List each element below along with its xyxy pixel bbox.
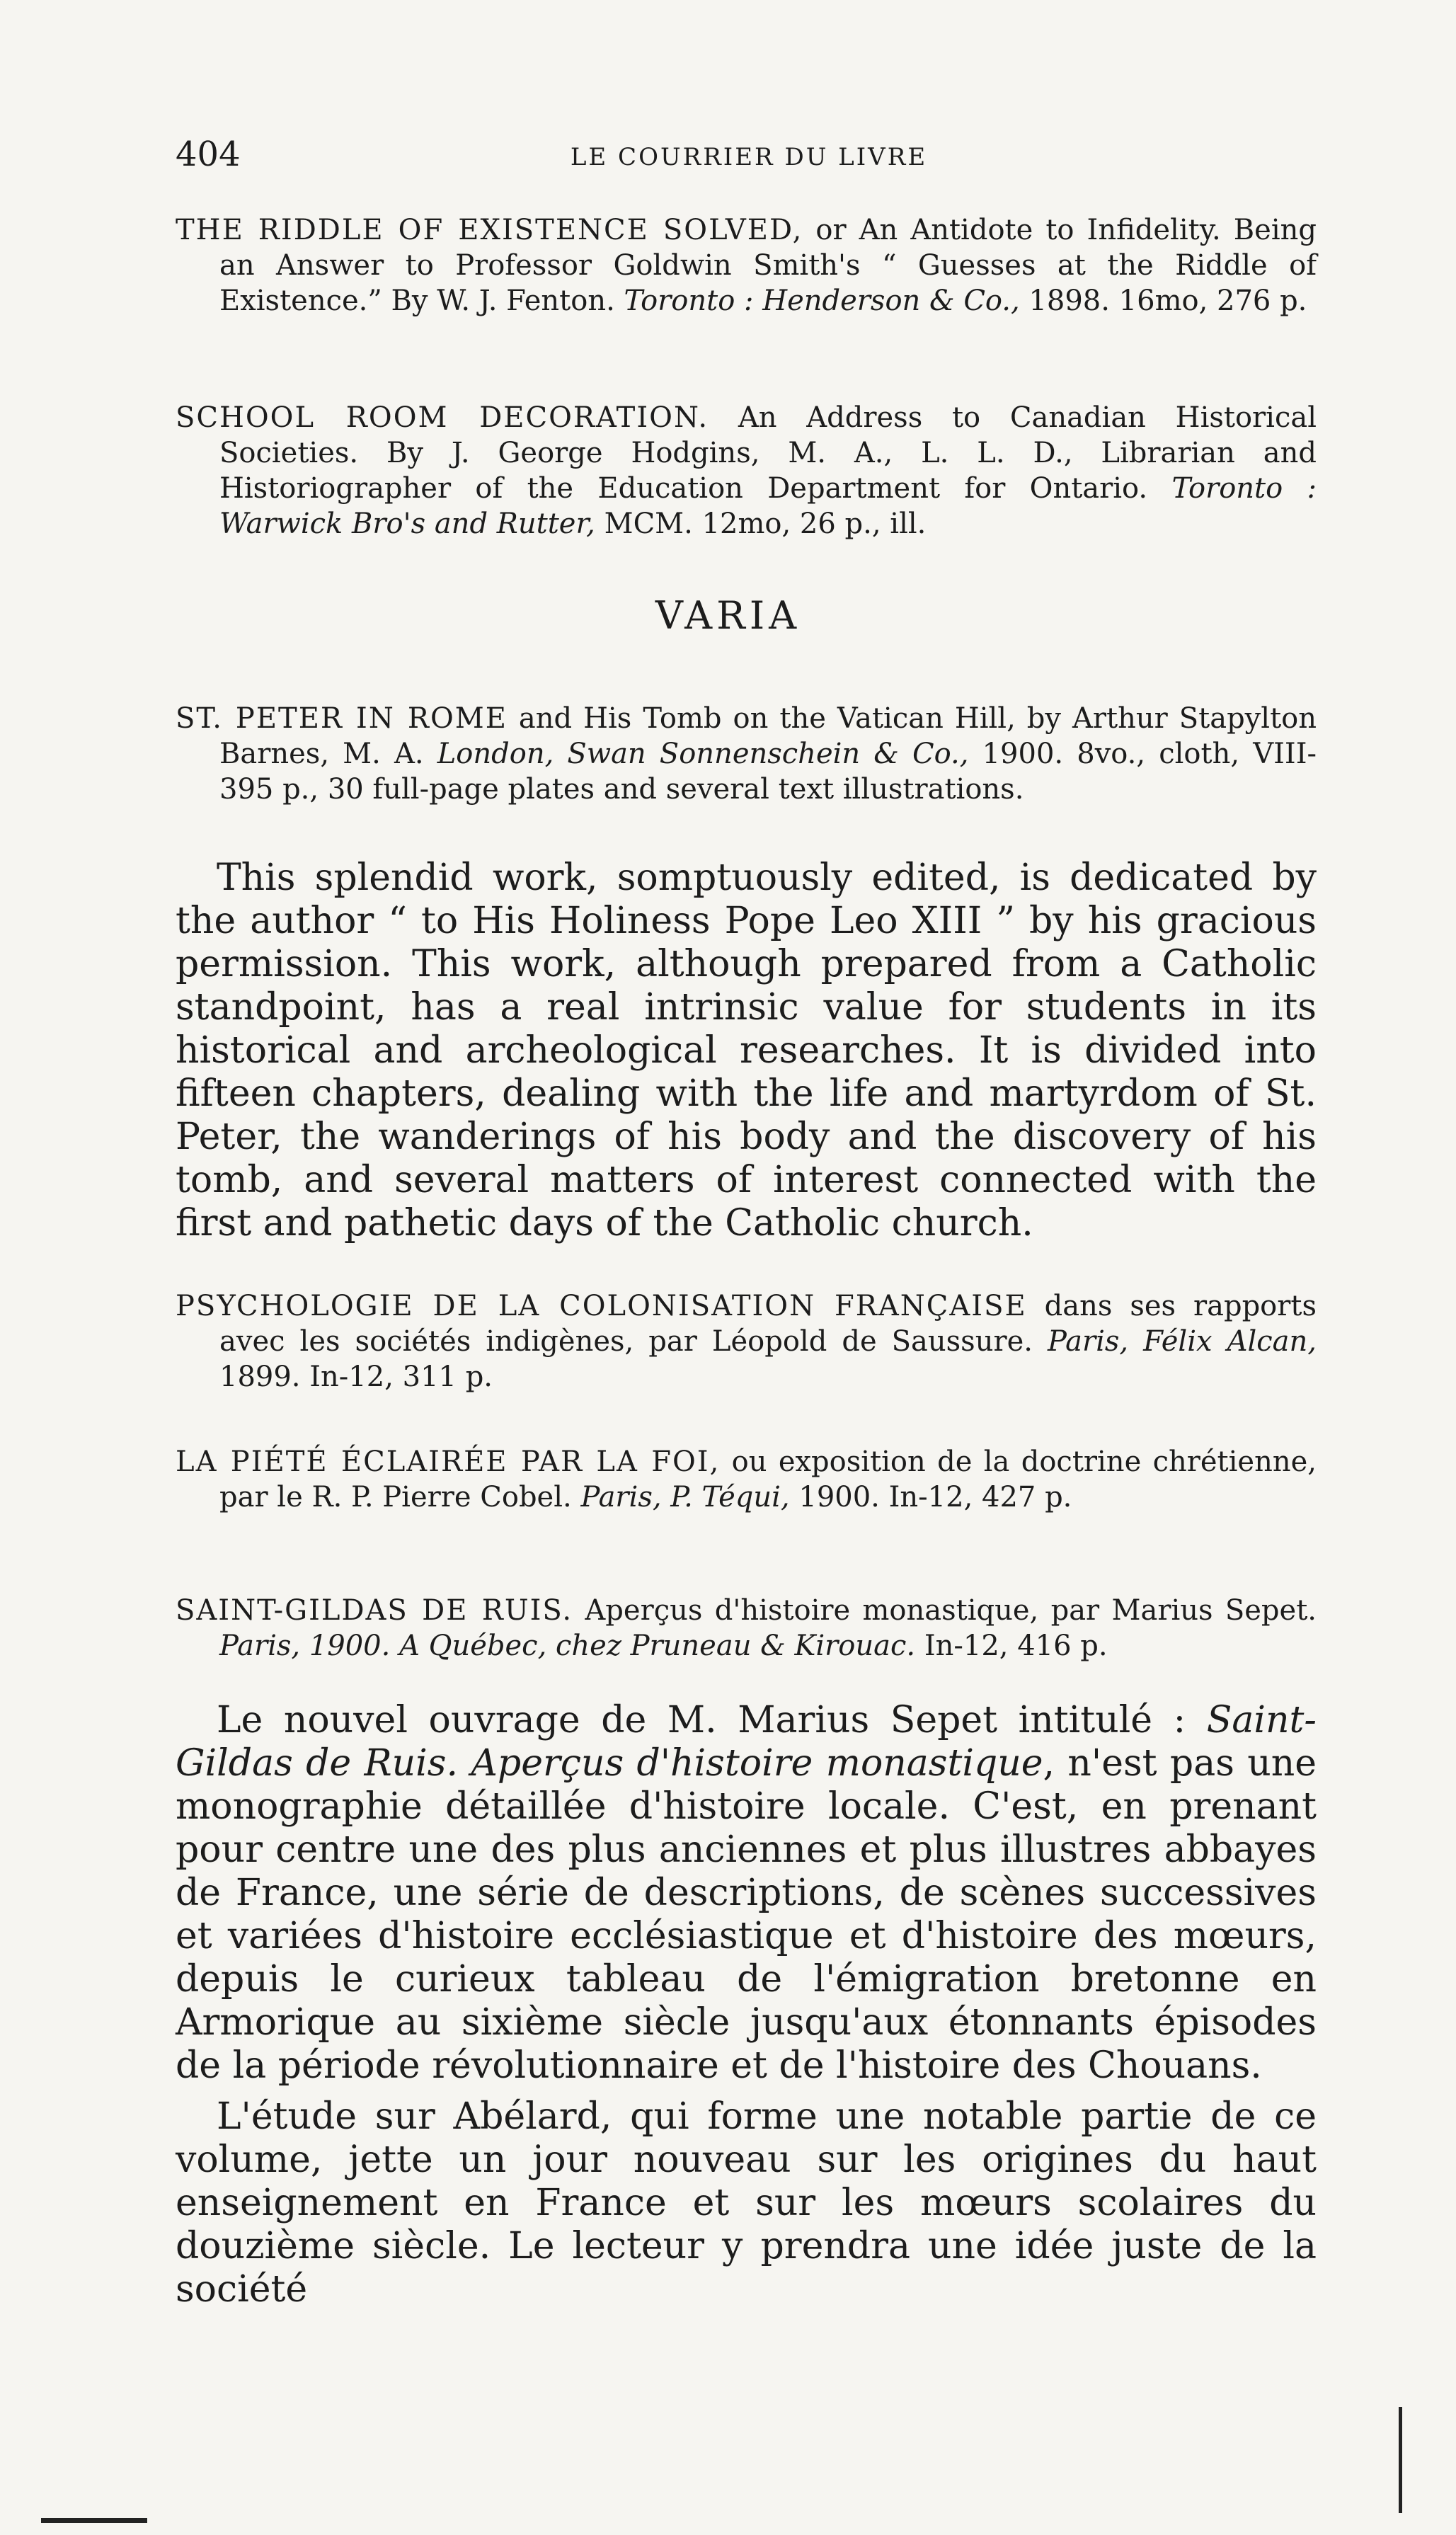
entry-title: ST. PETER IN ROME [176,702,508,735]
running-title: LE COURRIER DU LIVRE [570,143,928,171]
paragraph-text: This splendid work, somptuously edited, is dedicated by the author “ to His Holiness Pope Leo XIII ” by his gracious permission. This work, although prepared from a Catholic standpoint, has a real intrinsic value for students in its historical and archeological researches. It is divided into fifteen chapters, dealing with the life and martyrdom of St. Peter, the wanderings of his body and the discovery of his tomb, and several matters of interest connected with the first and pathetic days of the Catholic church. [176,857,1317,1244]
paragraph-text: Le nouvel ouvrage de M. Marius Sepet intitulé : [217,1699,1207,1741]
entry-text: and His Tomb on the Vatican Hill, by Arthur Stapylton Barnes, M. A. [219,702,1317,770]
bibliographic-entry-school-room [176,400,1317,542]
page-number: 404 [176,135,241,174]
entry-text: Aperçus d'histoire monastique, par Marius Sepet. [573,1594,1317,1627]
entry-text: ou exposition de la doctrine chrétienne, par le R. P. Pierre Cobel. [219,1446,1317,1513]
entry-details: 1899. In-12, 311 p. [219,1361,493,1393]
page-header [176,135,1322,184]
entry-details: In-12, 416 p. [915,1630,1108,1662]
entry-publisher: London, Swan Sonnenschein & Co., [437,738,969,770]
bibliographic-entry-piete [176,1444,1317,1515]
entry-text: dans ses rapports avec les sociétés indigènes, par Léopold de Saussure. [219,1290,1317,1358]
scan-edge-mark [41,2518,147,2523]
bibliographic-entry-saint-gildas [176,1593,1317,1664]
book-title: Saint-Gildas de Ruis. Aperçus d'histoire monastique [176,1699,1317,1785]
entry-details: 1898. 16mo, 276 p. [1019,285,1307,317]
section-heading-varia: VARIA [655,593,801,638]
review-paragraph-saint-gildas [176,1699,1317,2088]
entry-text: or An Antidote to Infidelity. Being an Answer to Professor Goldwin Smith's “ Guesses at the Riddle of Existence.” By W. J. Fenton. [219,214,1317,317]
entry-publisher: Toronto : Henderson & Co., [624,285,1020,317]
bibliographic-entry-riddle [176,212,1317,319]
entry-title: PSYCHOLOGIE DE LA COLONISATION FRANÇAISE [176,1290,1027,1322]
entry-details: 1900. In-12, 427 p. [789,1481,1072,1513]
paragraph-text: L'étude sur Abélard, qui forme une notable partie de ce volume, jette un jour nouveau sur les origines du haut enseignement en France et sur les mœurs scolaires du douzième siècle. Le lecteur y prendra une idée juste de la société [176,2095,1317,2311]
paragraph-text: , n'est pas une monographie détaillée d'histoire locale. C'est, en prenant pour centre une des plus anciennes et plus illustres abbayes de France, une série de descriptions, de scènes successives et variées d'histoire ecclésiastique et d'histoire des mœurs, depuis le curieux tableau de l'émigration bretonne en Armorique au sixième siècle jusqu'aux étonnants épisodes de la période révolutionnaire et de l'histoire des Chouans. [176,1742,1317,2087]
entry-publisher: Paris, P. Téqui, [580,1481,790,1513]
bibliographic-entry-st-peter [176,701,1317,807]
entry-title: LA PIÉTÉ ÉCLAIRÉE PAR LA FOI, [176,1446,721,1478]
entry-title: SAINT-GILDAS DE RUIS. [176,1594,573,1627]
entry-publisher: Paris, 1900. A Québec, chez Pruneau & Kirouac. [219,1630,916,1662]
scan-edge-mark [1399,2407,1402,2513]
entry-publisher: Paris, Félix Alcan, [1048,1325,1317,1358]
review-paragraph-st-peter [176,857,1317,1245]
entry-details: MCM. 12mo, 26 p., ill. [595,508,927,540]
entry-text: An Address to Canadian Historical Societies. By J. George Hodgins, M. A., L. L. D., Librarian and Historiographer of the Education Department for Ontario. [219,401,1317,505]
bibliographic-entry-psychologie [176,1288,1317,1395]
entry-publisher: Toronto : Warwick Bro's and Rutter, [219,472,1317,540]
review-paragraph-abelard [176,2095,1317,2311]
entry-title: THE RIDDLE OF EXISTENCE SOLVED, [176,214,803,246]
entry-details: 1900. 8vo., cloth, VIII-395 p., 30 full-page plates and several text illustrations. [219,738,1317,806]
entry-title: SCHOOL ROOM DECORATION. [176,401,709,434]
